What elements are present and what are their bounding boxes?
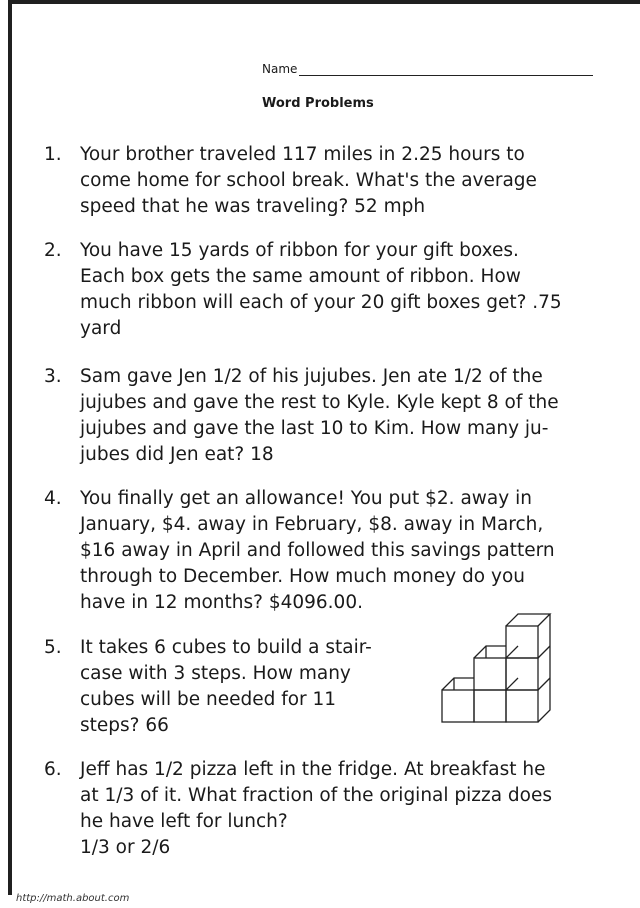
name-row xyxy=(262,62,593,76)
source-url: http://math.about.com xyxy=(16,893,130,904)
problem-text: Jeff has 1/2 pizza left in the fridge. At breakfast he at 1/3 of it. What fraction of the original pizza does he have left for lunch? 1/3 or 2/6 xyxy=(80,759,553,858)
problem-text: You have 15 yards of ribbon for your gift boxes. Each box gets the same amount of ribbon. How much ribbon will each of your 20 gift boxes get? .75 yard xyxy=(80,240,562,339)
problem-number: 1. xyxy=(44,144,62,165)
problem-text: It takes 6 cubes to build a stair- case with 3 steps. How many cubes will be needed for 11 steps? 66 xyxy=(80,637,372,736)
page-border-left xyxy=(8,0,12,895)
name-label: Name xyxy=(262,62,298,76)
problem-number: 5. xyxy=(44,637,62,658)
page-border-top xyxy=(8,0,640,4)
problem-number: 6. xyxy=(44,759,62,780)
problem-number: 4. xyxy=(44,488,62,509)
problem-text: You finally get an allowance! You put $2. away in January, $4. away in February, $8. away in March, $16 away in April and followed this savings pattern through to December. How much money do you have in 12 months? $4096.00. xyxy=(80,488,555,613)
problem-text: Sam gave Jen 1/2 of his jujubes. Jen ate 1/2 of the jujubes and gave the rest to Kyle. Kyle kept 8 of the jujubes and gave the last 10 to Kim. How many ju- jubes did Jen eat? 18 xyxy=(80,366,559,465)
problem-number: 2. xyxy=(44,240,62,261)
problem-text: Your brother traveled 117 miles in 2.25 hours to come home for school break. What's the average speed that he was traveling? 52 mph xyxy=(80,144,537,217)
staircase-cubes-illustration xyxy=(440,612,570,724)
problem-number: 3. xyxy=(44,366,62,387)
worksheet-title: Word Problems xyxy=(262,96,374,111)
name-blank-line xyxy=(299,63,593,76)
